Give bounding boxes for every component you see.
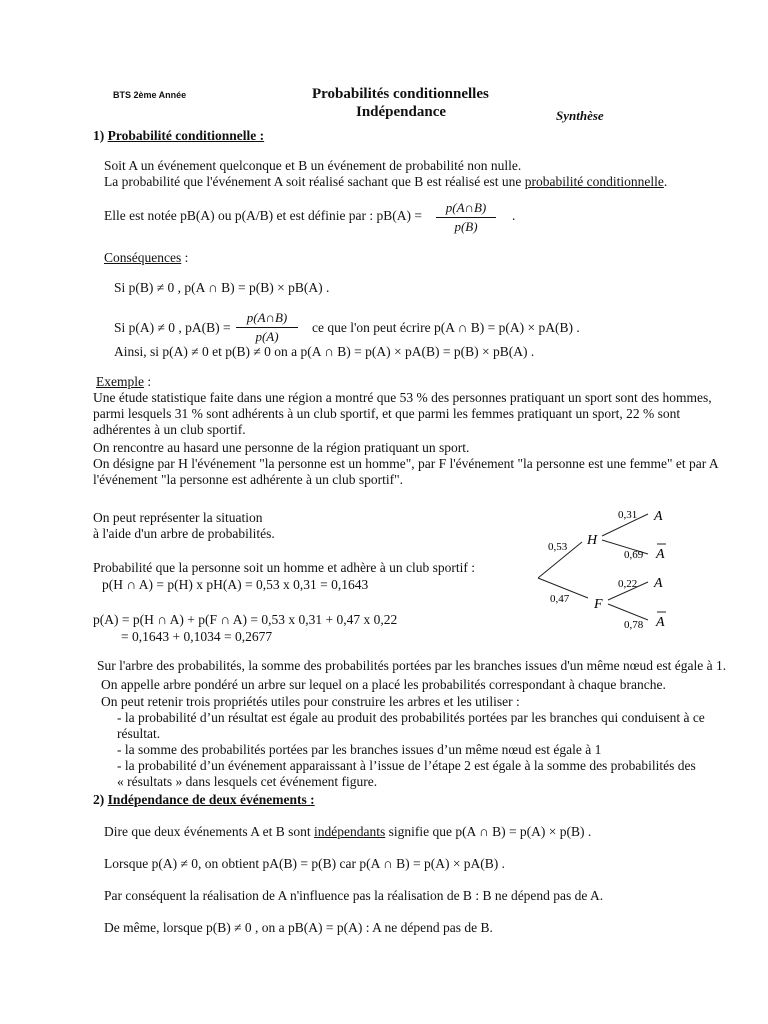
property-line: - la probabilité d’un résultat est égale au produit des probabilités portées par les branches qui conduisent à ce bbox=[117, 710, 705, 725]
notation-line: Elle est notée pB(A) ou p(A/B) et est définie par : pB(A) = bbox=[104, 208, 423, 223]
consequence-2a: Si p(A) ≠ 0 , pA(B) = bbox=[114, 320, 231, 335]
probability-tree bbox=[530, 500, 690, 640]
example-line: On désigne par H l'événement "la personne est un homme", par F l'événement "la personne est une femme" et par A bbox=[93, 456, 719, 471]
section2-number: 2) bbox=[93, 792, 105, 807]
independent-term: indépendants bbox=[313, 824, 386, 839]
intro-line-2c: . bbox=[663, 174, 668, 189]
notation-end: . bbox=[512, 208, 516, 223]
notation-denominator: p(B) bbox=[454, 219, 478, 234]
tree-rule-main: Sur l'arbre des probabilités, la somme des probabilités portées par les branches issues d'un même nœud est égale à 1. bbox=[97, 658, 727, 673]
section1-title: Probabilité conditionnelle : bbox=[107, 128, 265, 143]
pa-line-2: = 0,1643 + 0,1034 = 0,2677 bbox=[121, 629, 273, 644]
consequence-2b: ce que l'on peut écrire p(A ∩ B) = p(A) × pA(B) . bbox=[312, 320, 580, 335]
tree-intro-2: à l'aide d'un arbre de probabilités. bbox=[93, 526, 275, 541]
label-p-F-A: 0,22 bbox=[618, 578, 638, 590]
notation-numerator: p(A∩B) bbox=[445, 200, 487, 215]
section1-number: 1) bbox=[93, 128, 105, 143]
pa-line-1: p(A) = p(H ∩ A) + p(F ∩ A) = 0,53 x 0,31 + 0,47 x 0,22 bbox=[93, 612, 398, 627]
consequence-denominator: p(A) bbox=[255, 329, 279, 344]
intro-line-1: Soit A un événement quelconque et B un événement de probabilité non nulle. bbox=[104, 158, 522, 173]
props-intro: On peut retenir trois propriétés utiles pour construire les arbres et les utiliser : bbox=[101, 694, 520, 709]
example-line: parmi lesquels 31 % sont adhérents à un club sportif, et que parmi les femmes pratiquant un sport, 22 % sont bbox=[93, 406, 681, 421]
conditional-prob-term: probabilité conditionnelle bbox=[524, 174, 664, 189]
example-line: Une étude statistique faite dans une région a montré que 53 % des personnes pratiquant un sport sont des hommes, bbox=[93, 390, 712, 405]
label-p-H: 0,53 bbox=[548, 541, 568, 553]
definition-c: signifie que p(A ∩ B) = p(A) × p(B) . bbox=[385, 824, 592, 839]
example-heading bbox=[96, 374, 151, 390]
consequence-1: Si p(B) ≠ 0 , p(A ∩ B) = p(B) × pB(A) . bbox=[114, 280, 330, 295]
tree-intro-1: On peut représenter la situation bbox=[93, 510, 263, 525]
consequence-numerator: p(A∩B) bbox=[246, 310, 288, 325]
property-line: résultat. bbox=[117, 726, 161, 741]
example-line: On rencontre au hasard une personne de la région pratiquant un sport. bbox=[93, 440, 470, 455]
consequence-fraction bbox=[236, 310, 298, 345]
independence-line-3: Par conséquent la réalisation de A n'influence pas la réalisation de B : B ne dépend pas de A. bbox=[104, 888, 604, 903]
notation-fraction bbox=[436, 200, 496, 235]
label-p-F: 0,47 bbox=[550, 593, 570, 605]
label-p-H-A: 0,31 bbox=[618, 509, 638, 521]
section2-heading bbox=[93, 792, 315, 808]
node-F: F bbox=[594, 597, 603, 612]
property-line: - la somme des probabilités portées par les branches issues d’un même nœud est égale à 1 bbox=[117, 742, 602, 757]
consequences-heading bbox=[104, 250, 188, 266]
level-label: BTS 2ème Année bbox=[113, 90, 187, 100]
branch-F-notA bbox=[608, 604, 648, 620]
leaf-H-A: A bbox=[654, 509, 663, 524]
property-line: « résultats » dans lesquels cet événement figure. bbox=[117, 774, 378, 789]
section1-heading bbox=[93, 128, 264, 144]
intro-line-2a: La probabilité que l'événement A soit réalisé sachant que B est réalisé est une bbox=[104, 174, 525, 189]
node-H: H bbox=[587, 533, 598, 548]
leaf-H-notA: A bbox=[656, 547, 665, 562]
consequences-colon: : bbox=[181, 250, 189, 265]
example-line: l'événement "la personne est adhérente à un club sportif". bbox=[93, 472, 403, 487]
independence-line-2: Lorsque p(A) ≠ 0, on obtient pA(B) = p(B) car p(A ∩ B) = p(A) × pA(B) . bbox=[104, 856, 506, 871]
weighted-tree-def: On appelle arbre pondéré un arbre sur lequel on a placé les probabilités correspondant à chaque branche. bbox=[101, 677, 666, 692]
independence-definition bbox=[104, 824, 591, 840]
leaf-F-notA: A bbox=[656, 615, 665, 630]
example-line: adhérentes à un club sportif. bbox=[93, 422, 246, 437]
label-p-H-notA: 0,69 bbox=[624, 549, 644, 561]
section2-title: Indépendance de deux événements : bbox=[107, 792, 315, 807]
prob-title: Probabilité que la personne soit un homme et adhère à un club sportif : bbox=[93, 560, 476, 575]
definition-a: Dire que deux événements A et B sont bbox=[104, 824, 314, 839]
independence-line-4: De même, lorsque p(B) ≠ 0 , on a pB(A) = p(A) : A ne dépend pas de B. bbox=[104, 920, 493, 935]
example-label: Exemple bbox=[96, 374, 144, 389]
page-title: Probabilités conditionnelles bbox=[312, 86, 489, 102]
leaf-F-A: A bbox=[654, 576, 663, 591]
property-line: - la probabilité d’un événement apparaissant à l’issue de l’étape 2 est égale à la somme des probabilités des bbox=[117, 758, 696, 773]
consequences-label: Conséquences bbox=[104, 250, 182, 265]
page-subtitle: Indépendance bbox=[356, 104, 447, 120]
example-colon: : bbox=[143, 374, 152, 389]
label-p-F-notA: 0,78 bbox=[624, 619, 644, 631]
prob-calc: p(H ∩ A) = p(H) x pH(A) = 0,53 x 0,31 = 0,1643 bbox=[102, 577, 369, 592]
synthesis-tag: Synthèse bbox=[556, 108, 604, 123]
consequence-3: Ainsi, si p(A) ≠ 0 et p(B) ≠ 0 on a p(A ∩ B) = p(A) × pA(B) = p(B) × pB(A) . bbox=[114, 344, 535, 359]
intro-line-2 bbox=[104, 174, 667, 190]
